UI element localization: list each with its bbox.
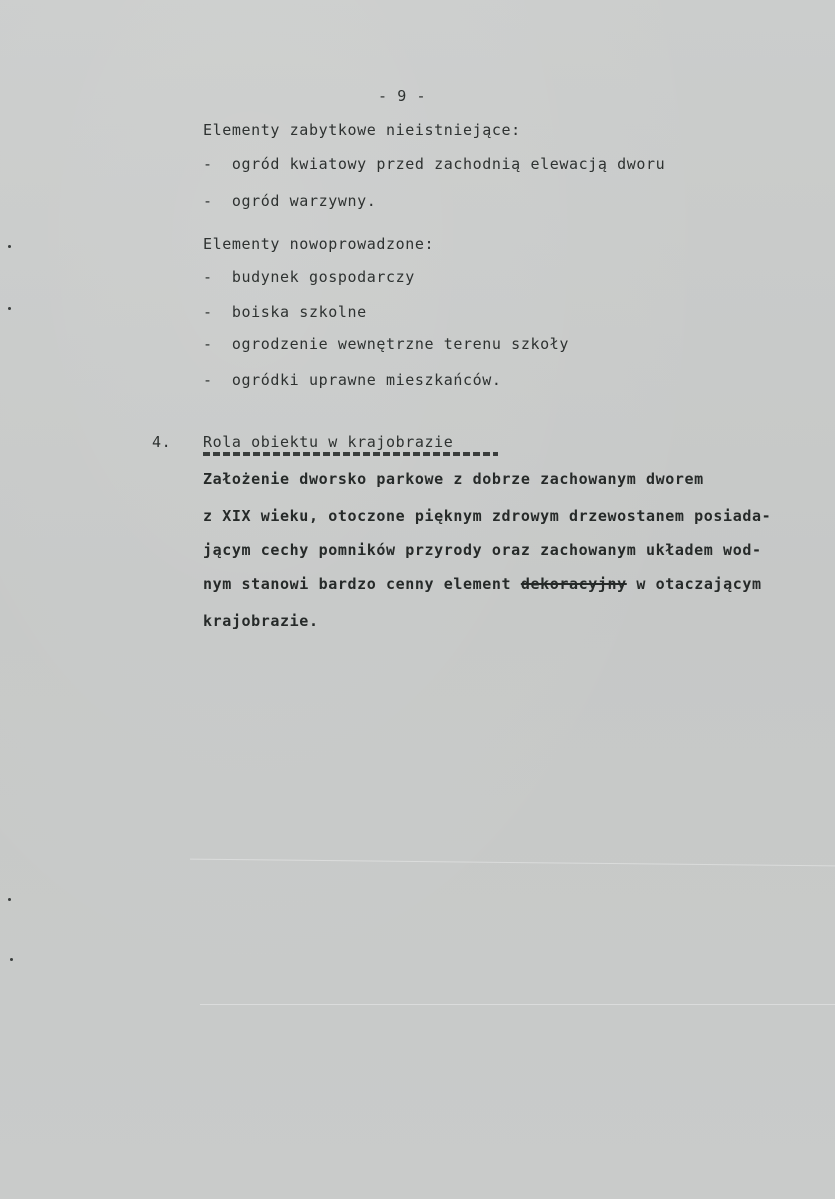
page-number: - 9 - bbox=[378, 87, 427, 105]
paragraph-line: krajobrazie. bbox=[203, 612, 319, 630]
section-title: Rola obiektu w krajobrazie bbox=[203, 433, 454, 451]
heading-nonexisting-elements: Elementy zabytkowe nieistniejące: bbox=[203, 121, 521, 139]
paragraph-line: z XIX wieku, otoczone pięknym zdrowym drzewostanem posiada- bbox=[203, 507, 772, 525]
paper-crease bbox=[190, 859, 835, 867]
section-number: 4. bbox=[152, 433, 172, 451]
paper-speck bbox=[10, 958, 13, 961]
list-item: - ogrodzenie wewnętrzne terenu szkoły bbox=[203, 335, 569, 353]
heading-new-elements: Elementy nowoprowadzone: bbox=[203, 235, 435, 253]
struck-word: dekoracyjny bbox=[520, 575, 627, 593]
list-item: - budynek gospodarczy bbox=[203, 268, 415, 286]
paper-speck bbox=[8, 245, 11, 248]
paper-speck bbox=[8, 307, 11, 310]
title-underline bbox=[203, 452, 498, 456]
paragraph-text: nym stanowi bardzo cenny element bbox=[203, 575, 521, 593]
paragraph-text: w otaczającym bbox=[626, 575, 762, 593]
list-item: - ogród kwiatowy przed zachodnią elewacją dworu bbox=[203, 155, 666, 173]
list-item: - boiska szkolne bbox=[203, 303, 367, 321]
paper-crease bbox=[200, 1004, 835, 1005]
paragraph-line bbox=[203, 575, 762, 593]
list-item: - ogródki uprawne mieszkańców. bbox=[203, 371, 502, 389]
paragraph-line: Założenie dworsko parkowe z dobrze zachowanym dworem bbox=[203, 470, 704, 488]
paper-speck bbox=[8, 898, 11, 901]
list-item: - ogród warzywny. bbox=[203, 192, 377, 210]
paragraph-line: jącym cechy pomników przyrody oraz zachowanym układem wod- bbox=[203, 541, 762, 559]
